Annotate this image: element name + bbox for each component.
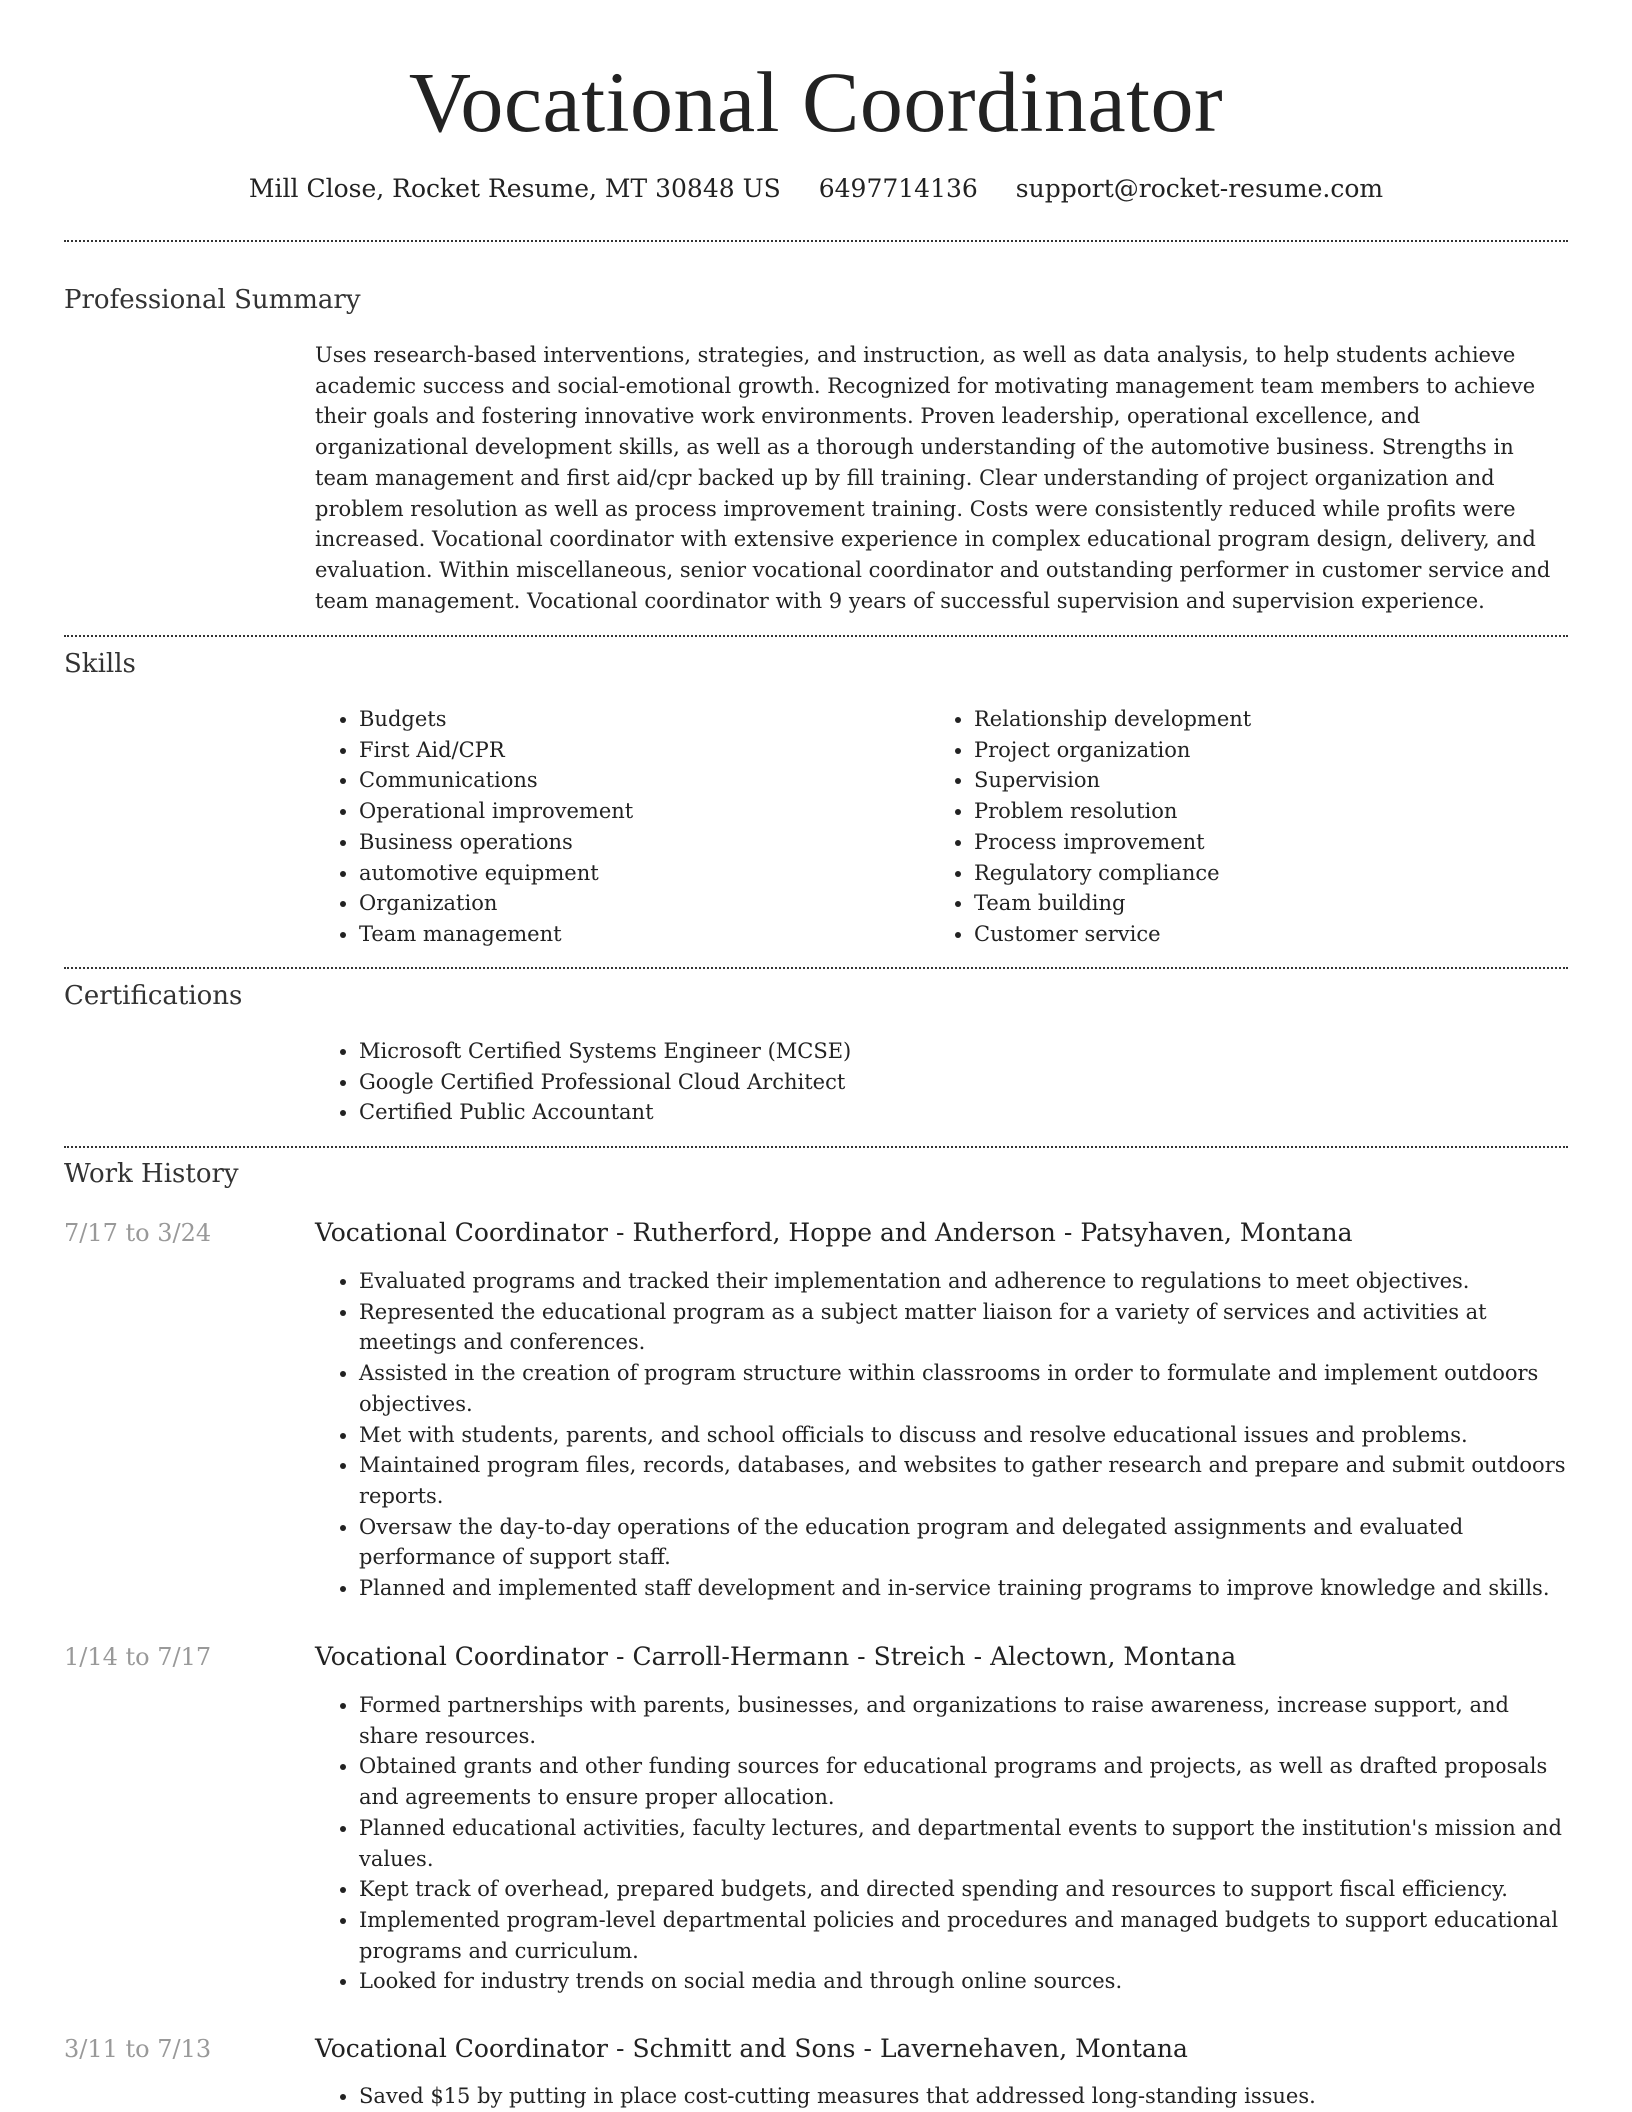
job-title — [315, 1640, 1236, 1674]
skill-item: • Process improvement — [974, 827, 1534, 858]
job-bullet: • Assisted in the creation of program structure within classrooms in order to formulate and implement outdoors objectives. — [359, 1358, 1568, 1419]
skill-item: • Team building — [974, 888, 1534, 919]
separator: - — [616, 2034, 625, 2063]
contact-address: Mill Close, Rocket Resume, MT 30848 US — [248, 174, 781, 203]
work-history-heading: Work History — [64, 1159, 239, 1189]
separator: - — [616, 1218, 625, 1247]
separator: - — [973, 1642, 983, 1671]
job-role: Vocational Coordinator — [315, 2034, 608, 2063]
section-divider — [64, 635, 1568, 637]
skill-item: • Project organization — [974, 735, 1534, 766]
job-bullet: • Kept track of overhead, prepared budgets, and directed spending and resources to support fiscal efficiency. — [359, 1874, 1568, 1905]
job-role: Vocational Coordinator — [315, 1642, 608, 1671]
skill-item: • First Aid/CPR — [359, 735, 919, 766]
skills-list-right — [930, 704, 1534, 950]
job-title — [315, 1216, 1353, 1250]
job-bullet: • Represented the educational program as a subject matter liaison for a variety of services and activities at meetings and conferences. — [359, 1297, 1568, 1358]
job-dates: 1/14 to 7/17 — [64, 1643, 212, 1671]
summary-heading: Professional Summary — [64, 285, 361, 315]
job-bullet: • Obtained grants and other funding sources for educational programs and projects, as well as drafted proposals and agreements to ensure proper allocation. — [359, 1751, 1568, 1812]
skill-item: • Business operations — [359, 827, 919, 858]
certifications-list — [315, 1036, 1568, 1128]
skill-item: • Regulatory compliance — [974, 858, 1534, 889]
separator: - — [863, 2034, 872, 2063]
summary-text: Uses research-based interventions, strategies, and instruction, as well as data analysis, to help students achieve academic success and social-emotional growth. Recognized for motivating management team members to achieve their goals and fostering innovative work environments. Proven leadership, operational excellence, and organizational development skills, as well as a thorough understanding of the automotive business. Strengths in team management and first aid/cpr backed up by fill training. Clear understanding of project organization and problem resolution as well as process improvement training. Costs were consistently reduced while profits were increased. Vocational coordinator with extensive experience in complex educational program design, delivery, and evaluation. Within miscellaneous, senior vocational coordinator and outstanding performer in customer service and team management. Vocational coordinator with 9 years of successful supervision and supervision experience. — [315, 343, 1551, 613]
job-bullets — [315, 1266, 1568, 1604]
skill-item: • Budgets — [359, 704, 919, 735]
certifications-heading: Certifications — [64, 981, 243, 1011]
skill-item: • Relationship development — [974, 704, 1534, 735]
skill-item: • Communications — [359, 765, 919, 796]
job-bullet: • Evaluated programs and tracked their implementation and adherence to regulations to meet objectives. — [359, 1266, 1568, 1297]
job-company: Carroll-Hermann - Streich — [632, 1642, 966, 1671]
job-company: Schmitt and Sons — [632, 2034, 856, 2063]
separator: - — [1063, 1218, 1073, 1247]
certification-item: • Microsoft Certified Systems Engineer (MCSE) — [359, 1036, 1568, 1067]
skill-item: • Organization — [359, 888, 919, 919]
skill-item: • Problem resolution — [974, 796, 1534, 827]
contact-email[interactable]: support@rocket-resume.com — [1015, 174, 1384, 203]
job-dates: 3/11 to 7/13 — [64, 2035, 212, 2063]
job-company: Rutherford, Hoppe and Anderson — [632, 1218, 1056, 1247]
section-divider — [64, 240, 1568, 242]
job-dates: 7/17 to 3/24 — [64, 1219, 212, 1247]
skill-item: • Operational improvement — [359, 796, 919, 827]
separator: - — [616, 1642, 625, 1671]
section-divider — [64, 967, 1568, 969]
job-bullet: • Maintained program files, records, databases, and websites to gather research and prepare and submit outdoors reports. — [359, 1450, 1568, 1511]
contact-phone: 6497714136 — [818, 174, 978, 203]
certification-item: • Certified Public Accountant — [359, 1097, 1568, 1128]
section-divider — [64, 1146, 1568, 1148]
contact-line — [0, 172, 1632, 206]
job-bullet: • Implemented program-level departmental policies and procedures and managed budgets to support educational programs and curriculum. — [359, 1905, 1568, 1966]
job-bullet: • Looked for industry trends on social media and through online sources. — [359, 1966, 1568, 1997]
job-bullet: • Planned and implemented staff development and in-service training programs to improve knowledge and skills. — [359, 1573, 1568, 1604]
job-bullets — [315, 1690, 1568, 1997]
job-bullet: • Saved $15 by putting in place cost-cutting measures that addressed long-standing issues. — [359, 2081, 1568, 2112]
job-bullet: • Oversaw the day-to-day operations of the education program and delegated assignments and evaluated performance of support staff. — [359, 1512, 1568, 1573]
candidate-name: Vocational Coordinator — [408, 54, 1224, 150]
job-location: Patsyhaven, Montana — [1080, 1218, 1353, 1247]
skills-list-left — [315, 704, 919, 950]
skills-heading: Skills — [64, 649, 136, 679]
job-bullet: • Met with students, parents, and school officials to discuss and resolve educational issues and problems. — [359, 1420, 1568, 1451]
job-bullet: • Planned educational activities, faculty lectures, and departmental events to support the institution's mission and values. — [359, 1813, 1568, 1874]
certification-item: • Google Certified Professional Cloud Architect — [359, 1067, 1568, 1098]
skill-item: • Supervision — [974, 765, 1534, 796]
skill-item: • automotive equipment — [359, 858, 919, 889]
job-location: Alectown, Montana — [990, 1642, 1237, 1671]
job-title — [315, 2032, 1188, 2066]
job-location: Lavernehaven, Montana — [879, 2034, 1188, 2063]
skill-item: • Team management — [359, 919, 919, 950]
job-role: Vocational Coordinator — [315, 1218, 608, 1247]
skill-item: • Customer service — [974, 919, 1534, 950]
job-bullet: • Formed partnerships with parents, businesses, and organizations to raise awareness, increase support, and share resources. — [359, 1690, 1568, 1751]
job-bullets — [315, 2081, 1568, 2112]
